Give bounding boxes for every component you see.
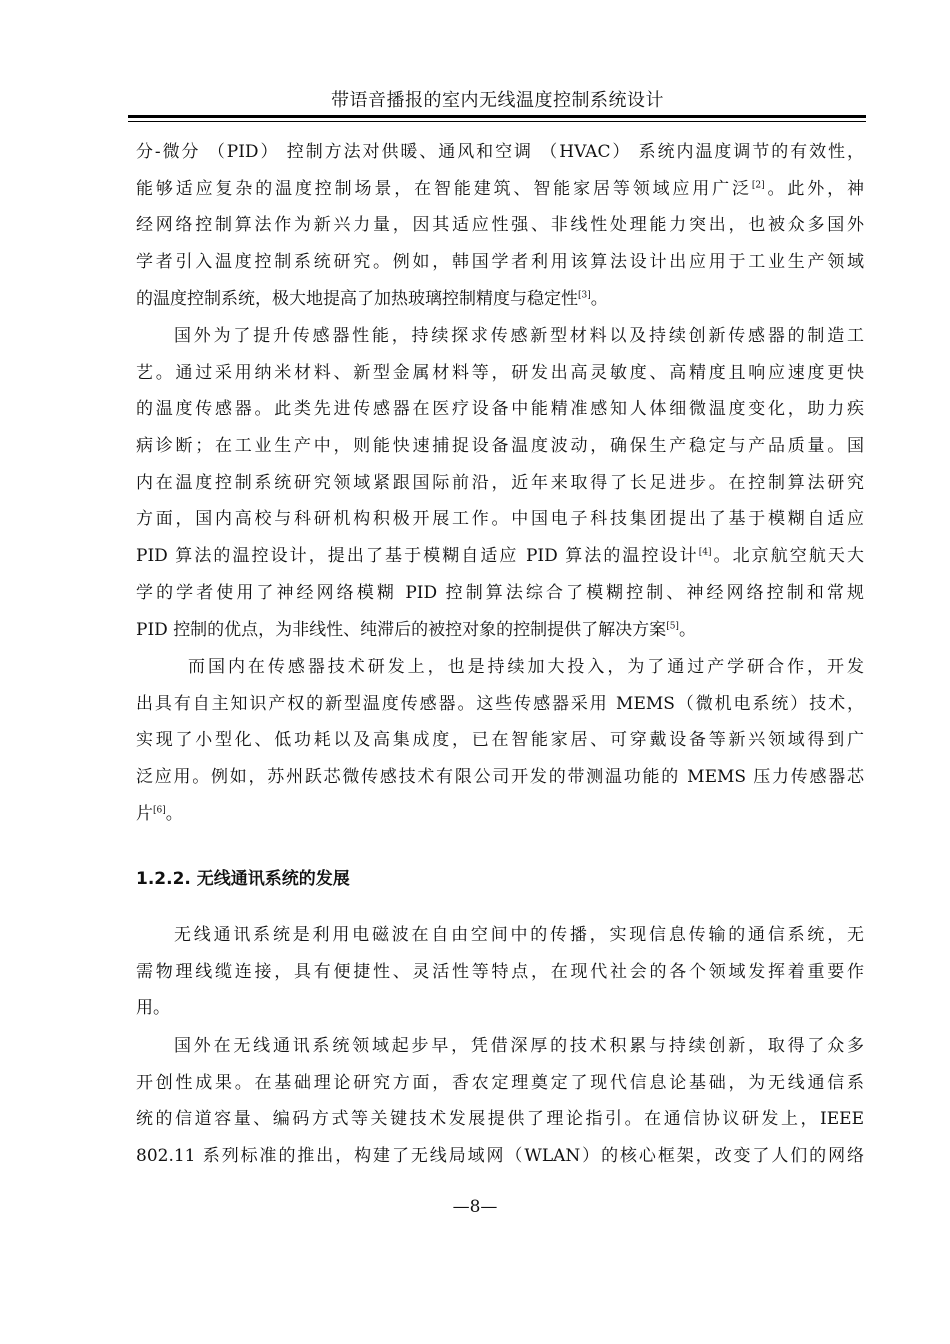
text-line: 出具有自主知识产权的新型温度传感器。这些传感器采用 MEMS（微机电系统）技术，	[136, 693, 864, 714]
citation-ref: [6]	[153, 805, 166, 816]
page-number: —8—	[452, 1197, 498, 1217]
text-line: 统的信道容量、编码方式等关键技术发展提供了理论指引。在通信协议研发上，IEEE	[136, 1109, 864, 1130]
text-line: 片[6]。	[136, 803, 183, 824]
text-line: 分-微分 （PID） 控制方法对供暖、通风和空调 （HVAC） 系统内温度调节的有效性，	[136, 142, 864, 162]
text-line: PID 控制的优点，为非线性、纯滞后的被控对象的控制提供了解决方案[5]。	[136, 619, 696, 640]
header-rule-thick	[128, 115, 866, 118]
text-line: 开创性成果。在基础理论研究方面，香农定理奠定了现代信息论基础，为无线通信系	[136, 1072, 864, 1093]
text-line: 艺。通过采用纳米材料、新型金属材料等，研发出高灵敏度、高精度且响应速度更快	[136, 362, 864, 383]
paragraph	[136, 917, 864, 1027]
text-line: 802.11 系列标准的推出，构建了无线局域网（WLAN）的核心框架，改变了人们的网络	[136, 1146, 864, 1167]
text-line: 无线通讯系统是利用电磁波在自由空间中的传播，实现信息传输的通信系统，无	[174, 925, 864, 945]
paragraph	[136, 649, 864, 832]
text-line: 国外为了提升传感器性能，持续探求传感新型材料以及持续创新传感器的制造工	[174, 326, 864, 346]
citation-ref: [2]	[751, 180, 765, 191]
text-line: 经网络控制算法作为新兴力量，因其适应性强、非线性处理能力突出，也被众多国外	[136, 215, 864, 236]
text-line: 实现了小型化、低功耗以及高集成度，已在智能家居、可穿戴设备等新兴领域得到广	[136, 730, 864, 751]
text-line: 能够适应复杂的温度控制场景，在智能建筑、智能家居等领域应用广泛[2]。此外，神	[136, 178, 865, 199]
text-line: 国外在无线通讯系统领域起步早，凭借深厚的技术积累与持续创新，取得了众多	[174, 1036, 864, 1056]
text-line: 而国内在传感器技术研发上，也是持续加大投入，为了通过产学研合作，开发	[188, 657, 864, 677]
text-line: 学者引入温度控制系统研究。例如，韩国学者利用该算法设计出应用于工业生产领域	[136, 252, 864, 273]
text-line: 泛应用。例如，苏州跃芯微传感技术有限公司开发的带测温功能的 MEMS 压力传感器芯	[136, 767, 864, 788]
paragraph	[136, 134, 864, 317]
text-line: 内在温度控制系统研究领域紧跟国际前沿，近年来取得了长足进步。在控制算法研究	[136, 472, 864, 493]
text-line: 病诊断；在工业生产中，则能快速捕捉设备温度波动，确保生产稳定与产品质量。国	[136, 436, 864, 457]
text-line: 需物理线缆连接，具有便捷性、灵活性等特点，在现代社会的各个领域发挥着重要作	[136, 961, 864, 982]
text-line: PID 算法的温控设计，提出了基于模糊自适应 PID 算法的温控设计[4]。北京航空航天大	[136, 546, 865, 567]
paragraph	[136, 318, 864, 648]
header-title: 带语音播报的室内无线温度控制系统设计	[331, 90, 664, 111]
text-line: 的温度控制系统，极大地提高了加热玻璃控制精度与稳定性[3]。	[136, 288, 608, 309]
text-line: 用。	[136, 998, 170, 1019]
text-line: 学的学者使用了神经网络模糊 PID 控制算法综合了模糊控制、神经网络控制和常规	[136, 582, 864, 603]
section-heading: 1.2.2. 无线通讯系统的发展	[136, 869, 350, 889]
text-line: 的温度传感器。此类先进传感器在医疗设备中能精准感知人体细微温度变化，助力疾	[136, 399, 864, 420]
citation-ref: [3]	[578, 290, 591, 301]
paragraph	[136, 1028, 864, 1175]
citation-ref: [5]	[666, 620, 679, 631]
citation-ref: [4]	[698, 547, 712, 558]
text-line: 方面，国内高校与科研机构积极开展工作。中国电子科技集团提出了基于模糊自适应	[136, 509, 864, 530]
header-rule-thin	[128, 121, 866, 122]
